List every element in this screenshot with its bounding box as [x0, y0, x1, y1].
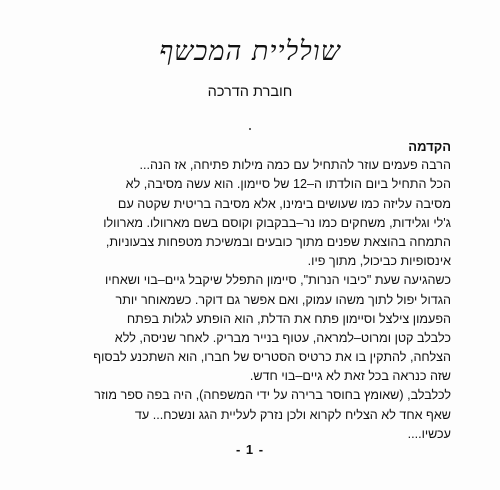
- document-subtitle: חוברת הדרכה: [207, 84, 293, 100]
- text-line: אינסופיות כביכול, מתוך פיו.: [307, 254, 451, 269]
- text-line: הגדול יפול לתוך משהו עמוק, ואם אפשר גם דוקר. כשמאוחר יותר: [115, 292, 451, 307]
- section-heading: הקדמה: [408, 139, 451, 154]
- document-title: שולליית המכשף: [159, 36, 341, 67]
- text-line: הצלחה, להתקין בו את כרטיס הסטריס של חברו, הוא השתכנע לבסוף: [93, 350, 451, 365]
- text-line: התמחה בהוצאת שפנים מתוך כובעים ובמשיכת מטפחות צבעוניות,: [105, 234, 451, 249]
- text-line: הרבה פעמים עוזר להתחיל עם כמה מילות פתיחה, אז הנה...: [139, 158, 451, 173]
- text-line: ג'לי וגלידות, משחקים כמו נר–בבקבוק וקוסם בשם מארוולו. מארוולו: [103, 215, 451, 230]
- text-line: מסיבה עליזה כמו שעושים בימינו, אלא מסיבה בריטית שקטה עם: [117, 196, 451, 211]
- text-line: הכל התחיל ביום הולדתו ה–12 של סיימון. הוא עשה מסיבה, לא: [125, 177, 451, 192]
- text-line: כשהגיעה שעת "כיבוי הנרות", סיימון התפלל שיקבל גיים–בוי ושאחיו: [104, 273, 451, 288]
- document-body: [39, 137, 451, 444]
- text-line: כלבלב קטן ומרוט–למראה, עטוף בנייר מבריק. לאחר שניסה, ללא: [114, 330, 451, 345]
- print-speck: [249, 128, 251, 130]
- page-number: - 1 -: [235, 442, 265, 457]
- text-line: הפעמון צילצל וסיימון פתח את הדלת, הוא הופתע לגלות בפתח: [126, 311, 451, 326]
- text-line: שזה כנראה בכל זאת לא גיים–בוי חדש.: [249, 369, 451, 384]
- text-line: שאף אחד לא הצליח לקרוא ולכן נזרק לעליית הגג ונשכח... עד: [134, 407, 451, 422]
- text-line: לכלבלב, (שאומץ בחוסר ברירה על ידי המשפחה), היה בפה ספר מוזר: [94, 388, 451, 403]
- text-line: עכשיו....: [407, 426, 451, 441]
